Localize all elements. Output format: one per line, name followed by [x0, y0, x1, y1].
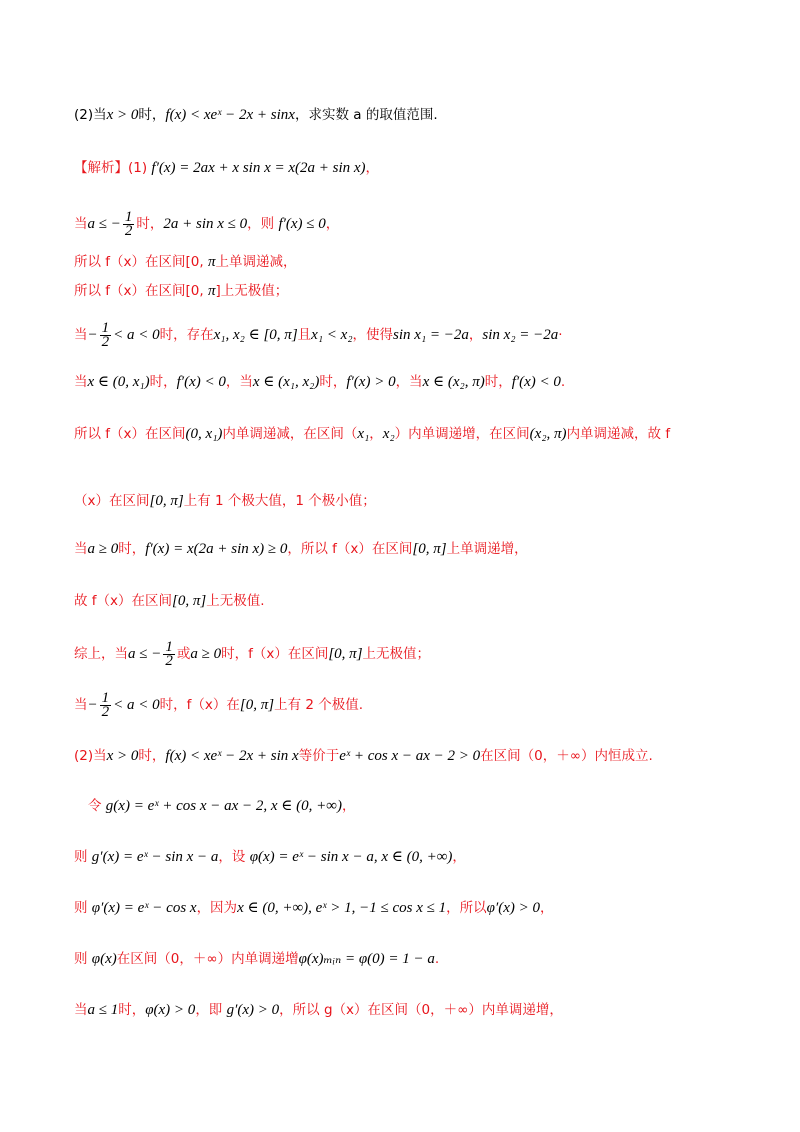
text-run: 则 [74, 951, 92, 967]
text-run: ， [325, 216, 340, 232]
text-run: ， [365, 160, 380, 176]
math-expression: φ(x)ₘᵢₙ = φ(0) = 1 − a [298, 951, 435, 967]
fraction-denominator: 2 [124, 223, 133, 239]
fraction-numerator: 1 [165, 639, 173, 655]
fraction [163, 641, 175, 668]
text-run: 时，f（x）在 [159, 697, 240, 713]
text-run: ，所以 [446, 900, 487, 916]
text-run: ）内单调递增，在区间 [394, 426, 530, 442]
math-expression: a ≤ 1 [87, 1002, 119, 1018]
math-expression: x > 0 [106, 107, 139, 123]
text-run: 上有 2 个极值. [274, 697, 364, 713]
text-line-l6 [74, 322, 563, 349]
math-expression: f′(x) < 0 [176, 374, 226, 390]
math-expression: x₁ < x₂ [311, 327, 353, 343]
text-line-l14 [74, 745, 653, 767]
text-run: 或 [176, 646, 191, 662]
text-line-l4 [74, 251, 297, 273]
fraction-denominator: 2 [101, 704, 110, 720]
text-run: ，所以 f（x）在区间 [287, 541, 413, 557]
text-run: 【解析】(1) [74, 160, 152, 176]
text-run: 在区间（0，＋∞）内单调递增 [116, 951, 299, 967]
math-expression: x ∈ (x₁, x₂) [252, 374, 320, 390]
text-run: 时，存在 [159, 327, 214, 343]
math-expression: [0, π] [239, 697, 275, 713]
fraction [100, 322, 112, 349]
text-run: 时， [319, 374, 347, 390]
math-expression: 2a + sin x ≤ 0 [163, 216, 248, 232]
text-line-l9 [74, 490, 376, 512]
text-run: ， [369, 426, 383, 442]
math-expression: a ≤ − [128, 646, 162, 662]
fraction-numerator: 1 [101, 690, 110, 706]
text-run: ，所以 g（x）在区间（0，＋∞）内单调递增， [279, 1002, 563, 1018]
math-expression: sin x₂ = −2a [482, 327, 559, 343]
text-run: 当 [74, 541, 88, 557]
text-line-l5 [74, 280, 288, 302]
math-expression: f′(x) = x(2a + sin x) ≥ 0 [145, 541, 288, 557]
text-run: 时， [138, 107, 166, 123]
math-expression: sin x₁ = −2a [393, 327, 469, 343]
math-expression: eˣ + cos x − ax − 2 > 0 [339, 748, 481, 764]
text-run: ， [540, 900, 554, 916]
text-line-l7 [74, 371, 565, 393]
text-run: 等价于 [298, 748, 340, 764]
text-run: . [434, 951, 440, 967]
text-line-l13 [74, 692, 363, 719]
math-expression: f′(x) < 0 [511, 374, 561, 390]
text-line-l12 [74, 641, 430, 668]
text-run: 时， [138, 748, 166, 764]
math-expression: π [207, 283, 216, 299]
text-line-l8 [74, 423, 670, 445]
text-run: 故 f（x）在区间 [74, 593, 173, 609]
text-run: 则 [74, 849, 92, 865]
math-expression: (0, x₁) [185, 426, 223, 442]
math-expression: [0, π] [172, 593, 207, 609]
fraction-numerator: 1 [101, 320, 110, 336]
math-expression: x ∈ (0, +∞), eˣ > 1, −1 ≤ cos x ≤ 1 [237, 900, 447, 916]
math-expression: x₁, x₂ ∈ [0, π] [213, 327, 298, 343]
math-expression: g′(x) > 0 [226, 1002, 280, 1018]
math-expression: x ∈ (0, x₁) [87, 374, 150, 390]
math-expression: φ(x) > 0 [145, 1002, 196, 1018]
text-run: ， [452, 849, 466, 865]
text-line-l15 [88, 795, 355, 817]
text-run: ]上无极值； [215, 283, 289, 299]
text-run: 上有 1 个极大值，1 个极小值； [183, 493, 376, 509]
math-expression: f′(x) = 2ax + x sin x = x(2a + sin x) [151, 160, 366, 176]
text-run: ，设 [218, 849, 250, 865]
text-run: 时， [149, 374, 177, 390]
text-run: 时， [118, 541, 146, 557]
text-run: 时， [484, 374, 512, 390]
text-run: 当 [74, 216, 88, 232]
math-expression: φ(x) = eˣ − sin x − a, x ∈ (0, +∞) [249, 849, 453, 865]
text-run: 时，f（x）在区间 [221, 646, 329, 662]
fraction-denominator: 2 [165, 653, 173, 669]
text-run: 时， [118, 1002, 146, 1018]
text-run: 所以 f（x）在区间[0, [74, 283, 208, 299]
math-expression: x₂ [382, 426, 395, 442]
text-run: ， [468, 327, 483, 343]
fraction [123, 211, 135, 238]
text-run: . [560, 374, 566, 390]
math-expression: f(x) < xeˣ − 2x + sinx [165, 107, 295, 123]
text-run: ，求实数 a 的取值范围. [294, 107, 438, 123]
text-line-l18 [74, 948, 439, 970]
text-run: ， [341, 798, 356, 814]
text-run: ，即 [195, 1002, 227, 1018]
text-run: 上无极值. [206, 593, 265, 609]
math-expression: φ′(x) > 0 [486, 900, 540, 916]
text-run: (2)当 [74, 107, 107, 123]
math-expression: x ∈ (x₂, π) [422, 374, 485, 390]
text-line-l1 [74, 104, 438, 126]
text-run: 当 [74, 374, 88, 390]
text-run: （x）在区间 [74, 493, 150, 509]
math-expression: − [87, 697, 98, 713]
text-line-l19 [74, 999, 563, 1021]
math-expression: [0, π] [149, 493, 184, 509]
text-run: 上单调递减， [215, 254, 297, 270]
math-expression: g(x) = eˣ + cos x − ax − 2, x ∈ (0, +∞) [105, 798, 342, 814]
text-run: 当 [74, 697, 88, 713]
math-expression: [0, π] [412, 541, 447, 557]
text-run: 在区间（0，＋∞）内恒成立. [480, 748, 653, 764]
text-run: 所以 f（x）在区间 [74, 426, 186, 442]
math-expression: a ≥ 0 [87, 541, 119, 557]
text-run: 则 [74, 900, 92, 916]
math-expression: x₁ [357, 426, 370, 442]
math-expression: (x₂, π) [529, 426, 567, 442]
text-line-l17 [74, 897, 554, 919]
text-run: 令 [88, 798, 106, 814]
math-expression: f′(x) > 0 [346, 374, 396, 390]
math-expression: − [87, 327, 98, 343]
math-expression: f(x) < xeˣ − 2x + sin x [165, 748, 299, 764]
text-run: 且 [297, 327, 312, 343]
text-run: 上单调递增， [446, 541, 528, 557]
math-expression: x > 0 [106, 748, 139, 764]
text-run: 当 [74, 1002, 88, 1018]
math-expression: a ≥ 0 [190, 646, 222, 662]
text-run: · [558, 327, 563, 343]
fraction-numerator: 1 [124, 209, 133, 225]
math-expression: φ(x) [91, 951, 117, 967]
text-run: ，当 [395, 374, 423, 390]
text-run: 内单调递减，在区间（ [222, 426, 358, 442]
math-expression: φ′(x) = eˣ − cos x [91, 900, 197, 916]
fraction [100, 692, 112, 719]
text-line-l3 [74, 211, 339, 238]
text-run: 时， [136, 216, 164, 232]
fraction-denominator: 2 [101, 334, 110, 350]
math-expression: < a < 0 [113, 327, 160, 343]
math-expression: π [207, 254, 216, 270]
text-line-l11 [74, 590, 265, 612]
text-run: ，使得 [352, 327, 394, 343]
text-run: ，因为 [196, 900, 238, 916]
text-run: 上无极值； [362, 646, 431, 662]
text-run: 当 [74, 327, 88, 343]
text-run: 所以 f（x）在区间[0, [74, 254, 208, 270]
math-expression: g′(x) = eˣ − sin x − a [91, 849, 219, 865]
math-expression: f′(x) ≤ 0 [278, 216, 326, 232]
math-expression: < a < 0 [113, 697, 160, 713]
math-expression: a ≤ − [87, 216, 121, 232]
text-line-l10 [74, 538, 528, 560]
math-expression: [0, π] [328, 646, 363, 662]
text-run: ，则 [247, 216, 279, 232]
text-run: 内单调递减，故 f [566, 426, 671, 442]
text-run: (2)当 [74, 748, 107, 764]
text-line-l2 [74, 157, 379, 179]
text-run: 综上，当 [74, 646, 128, 662]
text-run: ，当 [225, 374, 253, 390]
text-line-l16 [74, 846, 466, 868]
